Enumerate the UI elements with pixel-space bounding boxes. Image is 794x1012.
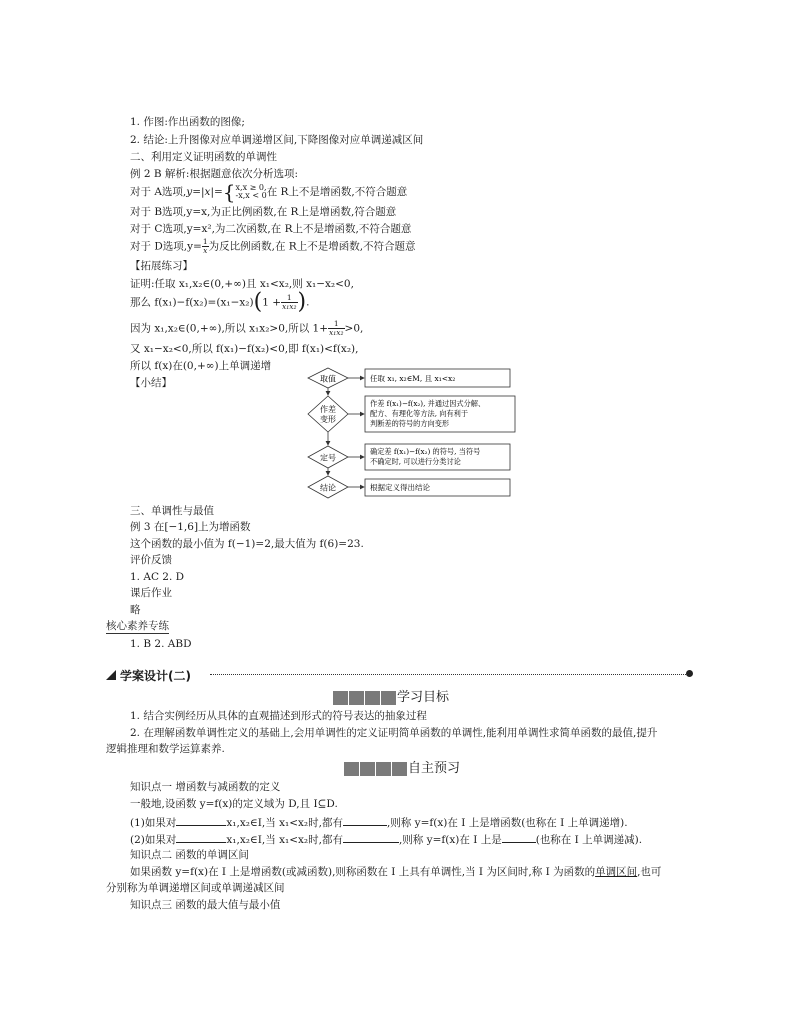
text: ,则称 y=f(x)在 I 上是增函数(也称在 I 上单调递增). bbox=[386, 817, 628, 829]
divider-end-dot bbox=[686, 670, 693, 677]
text: x₁,x₂∈I,当 x₁<x₂时,都有 bbox=[226, 834, 343, 846]
proof-because: 因为 x₁,x₂∈(0,+∞),所以 x₁x₂>0,所以 1+ bbox=[130, 322, 329, 335]
fraction-1-over-x1x2 bbox=[281, 294, 297, 311]
core-literacy-heading: 核心素养专练 bbox=[106, 620, 169, 632]
knowledge-2-line-2: 分别称为单调递增区间或单调递减区间 bbox=[106, 882, 285, 894]
option-d-line bbox=[130, 238, 416, 258]
feedback-answers: 1. AC 2. D bbox=[130, 571, 185, 583]
text: ,也可 bbox=[637, 866, 662, 878]
gray-block-icon bbox=[392, 762, 407, 776]
brace: { bbox=[222, 180, 236, 204]
text: (也称在 I 上单调递减). bbox=[535, 834, 643, 846]
option-d-prefix: 对于 D选项,y= bbox=[130, 240, 202, 253]
gray-block-icon bbox=[349, 691, 364, 705]
proof-line-1: 证明:任取 x₁,x₂∈(0,+∞)且 x₁<x₂,则 x₁−x₂<0, bbox=[130, 278, 354, 290]
desc-2-line-1: 作差 f(x₁)−f(x₂), 并通过因式分解、 bbox=[370, 399, 486, 408]
frac-num: 1 bbox=[281, 294, 297, 303]
option-a-line bbox=[130, 180, 408, 204]
proof-diff: 那么 f(x₁)−f(x₂)=(x₁−x₂) bbox=[130, 296, 254, 309]
heading-definition-proof: 二、利用定义证明函数的单调性 bbox=[130, 151, 277, 163]
text: (1)如果对 bbox=[130, 817, 177, 829]
case-2: -x,x < 0 bbox=[235, 191, 267, 200]
desc-3-line-1: 确定差 f(x₁)−f(x₂) 的符号, 当符号 bbox=[370, 447, 481, 456]
self-study-heading-row bbox=[344, 761, 460, 777]
extension-heading: 【拓展练习】 bbox=[130, 260, 193, 272]
knowledge-1-item-1 bbox=[130, 814, 628, 830]
goal-2-line-1: 2. 在理解函数单调性定义的基础上,会用单调性的定义证明简单函数的单调性,能利用单调性求简单函数的最值,提升 bbox=[130, 727, 658, 739]
desc-2-line-3: 判断差的符号的方向变形 bbox=[370, 419, 450, 428]
node-label-1: 取值 bbox=[320, 374, 336, 384]
proof-line-5: 所以 f(x)在(0,+∞)上单调递增 bbox=[130, 360, 272, 372]
feedback-heading: 评价反馈 bbox=[130, 554, 172, 566]
learning-goals-heading-row bbox=[333, 690, 449, 706]
example2-answer: 例 2 B 解析:根据题意依次分析选项: bbox=[130, 168, 298, 180]
proof-one: 1 + bbox=[262, 296, 282, 309]
node-label-2a: 作差 bbox=[320, 405, 336, 414]
desc-4-line-1: 根据定义得出结论 bbox=[370, 483, 430, 492]
gray-block-icon bbox=[365, 691, 380, 705]
core-literacy-answers: 1. B 2. ABD bbox=[130, 638, 192, 650]
frac-den: x₁x₂ bbox=[329, 328, 344, 337]
fill-blank-3[interactable] bbox=[176, 831, 226, 843]
gray-block-icon bbox=[344, 762, 359, 776]
proof-positive: >0, bbox=[344, 322, 364, 335]
proof-line-3 bbox=[130, 320, 363, 340]
frac-num: 1 bbox=[202, 237, 208, 246]
fill-blank-4[interactable] bbox=[343, 831, 399, 843]
goal-1: 1. 结合实例经历从具体的直观描述到形式的符号表达的抽象过程 bbox=[130, 710, 427, 722]
fraction-1-over-x bbox=[202, 238, 209, 255]
piecewise-cases bbox=[236, 184, 267, 200]
desc-2-line-2: 配方、有理化等方法, 向有利于 bbox=[370, 409, 469, 418]
option-a-result: 在 R上不是增函数,不符合题意 bbox=[266, 186, 408, 198]
option-c-line: 对于 C选项,y=x²,为二次函数,在 R上不是增函数,不符合题意 bbox=[130, 223, 412, 235]
node-label-2b: 变形 bbox=[320, 415, 336, 424]
homework-heading: 课后作业 bbox=[130, 587, 172, 599]
gray-block-icon bbox=[360, 762, 375, 776]
example3-line-2: 这个函数的最小值为 f(−1)=2,最大值为 f(6)=23. bbox=[130, 538, 364, 550]
goal-2-line-2: 逻辑推理和数学运算素养. bbox=[106, 743, 225, 755]
text: ,则称 y=f(x)在 I 上是 bbox=[398, 834, 502, 846]
knowledge-3-heading: 知识点三 函数的最大值与最小值 bbox=[130, 899, 281, 911]
fill-blank-1[interactable] bbox=[176, 814, 226, 826]
underlined-term: 单调区间 bbox=[595, 866, 638, 878]
desc-3-line-2: 不确定时, 可以进行分类讨论 bbox=[370, 457, 461, 466]
summary-heading: 【小结】 bbox=[130, 377, 172, 389]
fraction-1-over-x1x2-b bbox=[328, 320, 344, 337]
gray-block-icon bbox=[381, 691, 396, 705]
step-draw: 1. 作图:作出函数的图像; bbox=[130, 116, 245, 128]
step-conclusion: 2. 结论:上升图像对应单调递增区间,下降图像对应单调递减区间 bbox=[130, 134, 424, 146]
gray-block-icon bbox=[376, 762, 391, 776]
node-diff-transform bbox=[308, 396, 348, 432]
proof-line-2 bbox=[130, 289, 310, 318]
case-1: x,x ≥ 0, bbox=[235, 183, 267, 192]
frac-den: x₁x₂ bbox=[282, 302, 297, 311]
design-title: 学案设计(二) bbox=[120, 669, 191, 683]
homework-content: 略 bbox=[130, 604, 141, 616]
option-b-line: 对于 B选项,y=x,为正比例函数,在 R上是增函数,符合题意 bbox=[130, 206, 397, 218]
option-d-result: 为反比例函数,在 R上不是增函数,不符合题意 bbox=[208, 240, 416, 253]
frac-den: x bbox=[203, 246, 208, 255]
knowledge-2-line-1 bbox=[130, 865, 661, 879]
knowledge-1-heading: 知识点一 增函数与减函数的定义 bbox=[130, 781, 281, 793]
frac-num: 1 bbox=[328, 320, 344, 329]
self-study-heading: 自主预习 bbox=[408, 761, 461, 776]
paren-close: ) bbox=[297, 289, 307, 315]
paren-open: ( bbox=[253, 289, 263, 315]
proof-line-4: 又 x₁−x₂<0,所以 f(x₁)−f(x₂)<0,即 f(x₁)<f(x₂), bbox=[130, 343, 359, 355]
triangle-icon bbox=[106, 670, 114, 680]
option-a-prefix: 对于 A选项, bbox=[130, 186, 187, 198]
knowledge-2-heading: 知识点二 函数的单调区间 bbox=[130, 849, 249, 861]
text: 如果函数 y=f(x)在 I 上是增函数(或减函数),则称函数在 I 上具有单调性,当 I 为区间时,称 I 为函数的 bbox=[130, 866, 596, 878]
text: (2)如果对 bbox=[130, 834, 177, 846]
dotted-divider bbox=[210, 674, 688, 675]
option-a-eq: y=|x|= bbox=[186, 186, 223, 198]
text: x₁,x₂∈I,当 x₁<x₂时,都有 bbox=[226, 817, 343, 829]
period: . bbox=[306, 296, 310, 309]
desc-1-line-1: 任取 x₁, x₂∈M, 且 x₁<x₂ bbox=[370, 374, 456, 383]
node-label-3: 定号 bbox=[320, 453, 336, 463]
learning-goals-heading: 学习目标 bbox=[397, 690, 450, 705]
heading-monotonic-extremum: 三、单调性与最值 bbox=[130, 505, 214, 517]
fill-blank-2[interactable] bbox=[343, 814, 387, 826]
summary-flowchart bbox=[300, 364, 520, 500]
knowledge-1-item-2 bbox=[130, 831, 642, 847]
knowledge-1-intro: 一般地,设函数 y=f(x)的定义域为 D,且 I⊆D. bbox=[130, 798, 338, 810]
node-label-4: 结论 bbox=[320, 483, 336, 493]
fill-blank-5[interactable] bbox=[502, 831, 536, 843]
gray-block-icon bbox=[333, 691, 348, 705]
example3-line-1: 例 3 在[−1,6]上为增函数 bbox=[130, 521, 251, 533]
